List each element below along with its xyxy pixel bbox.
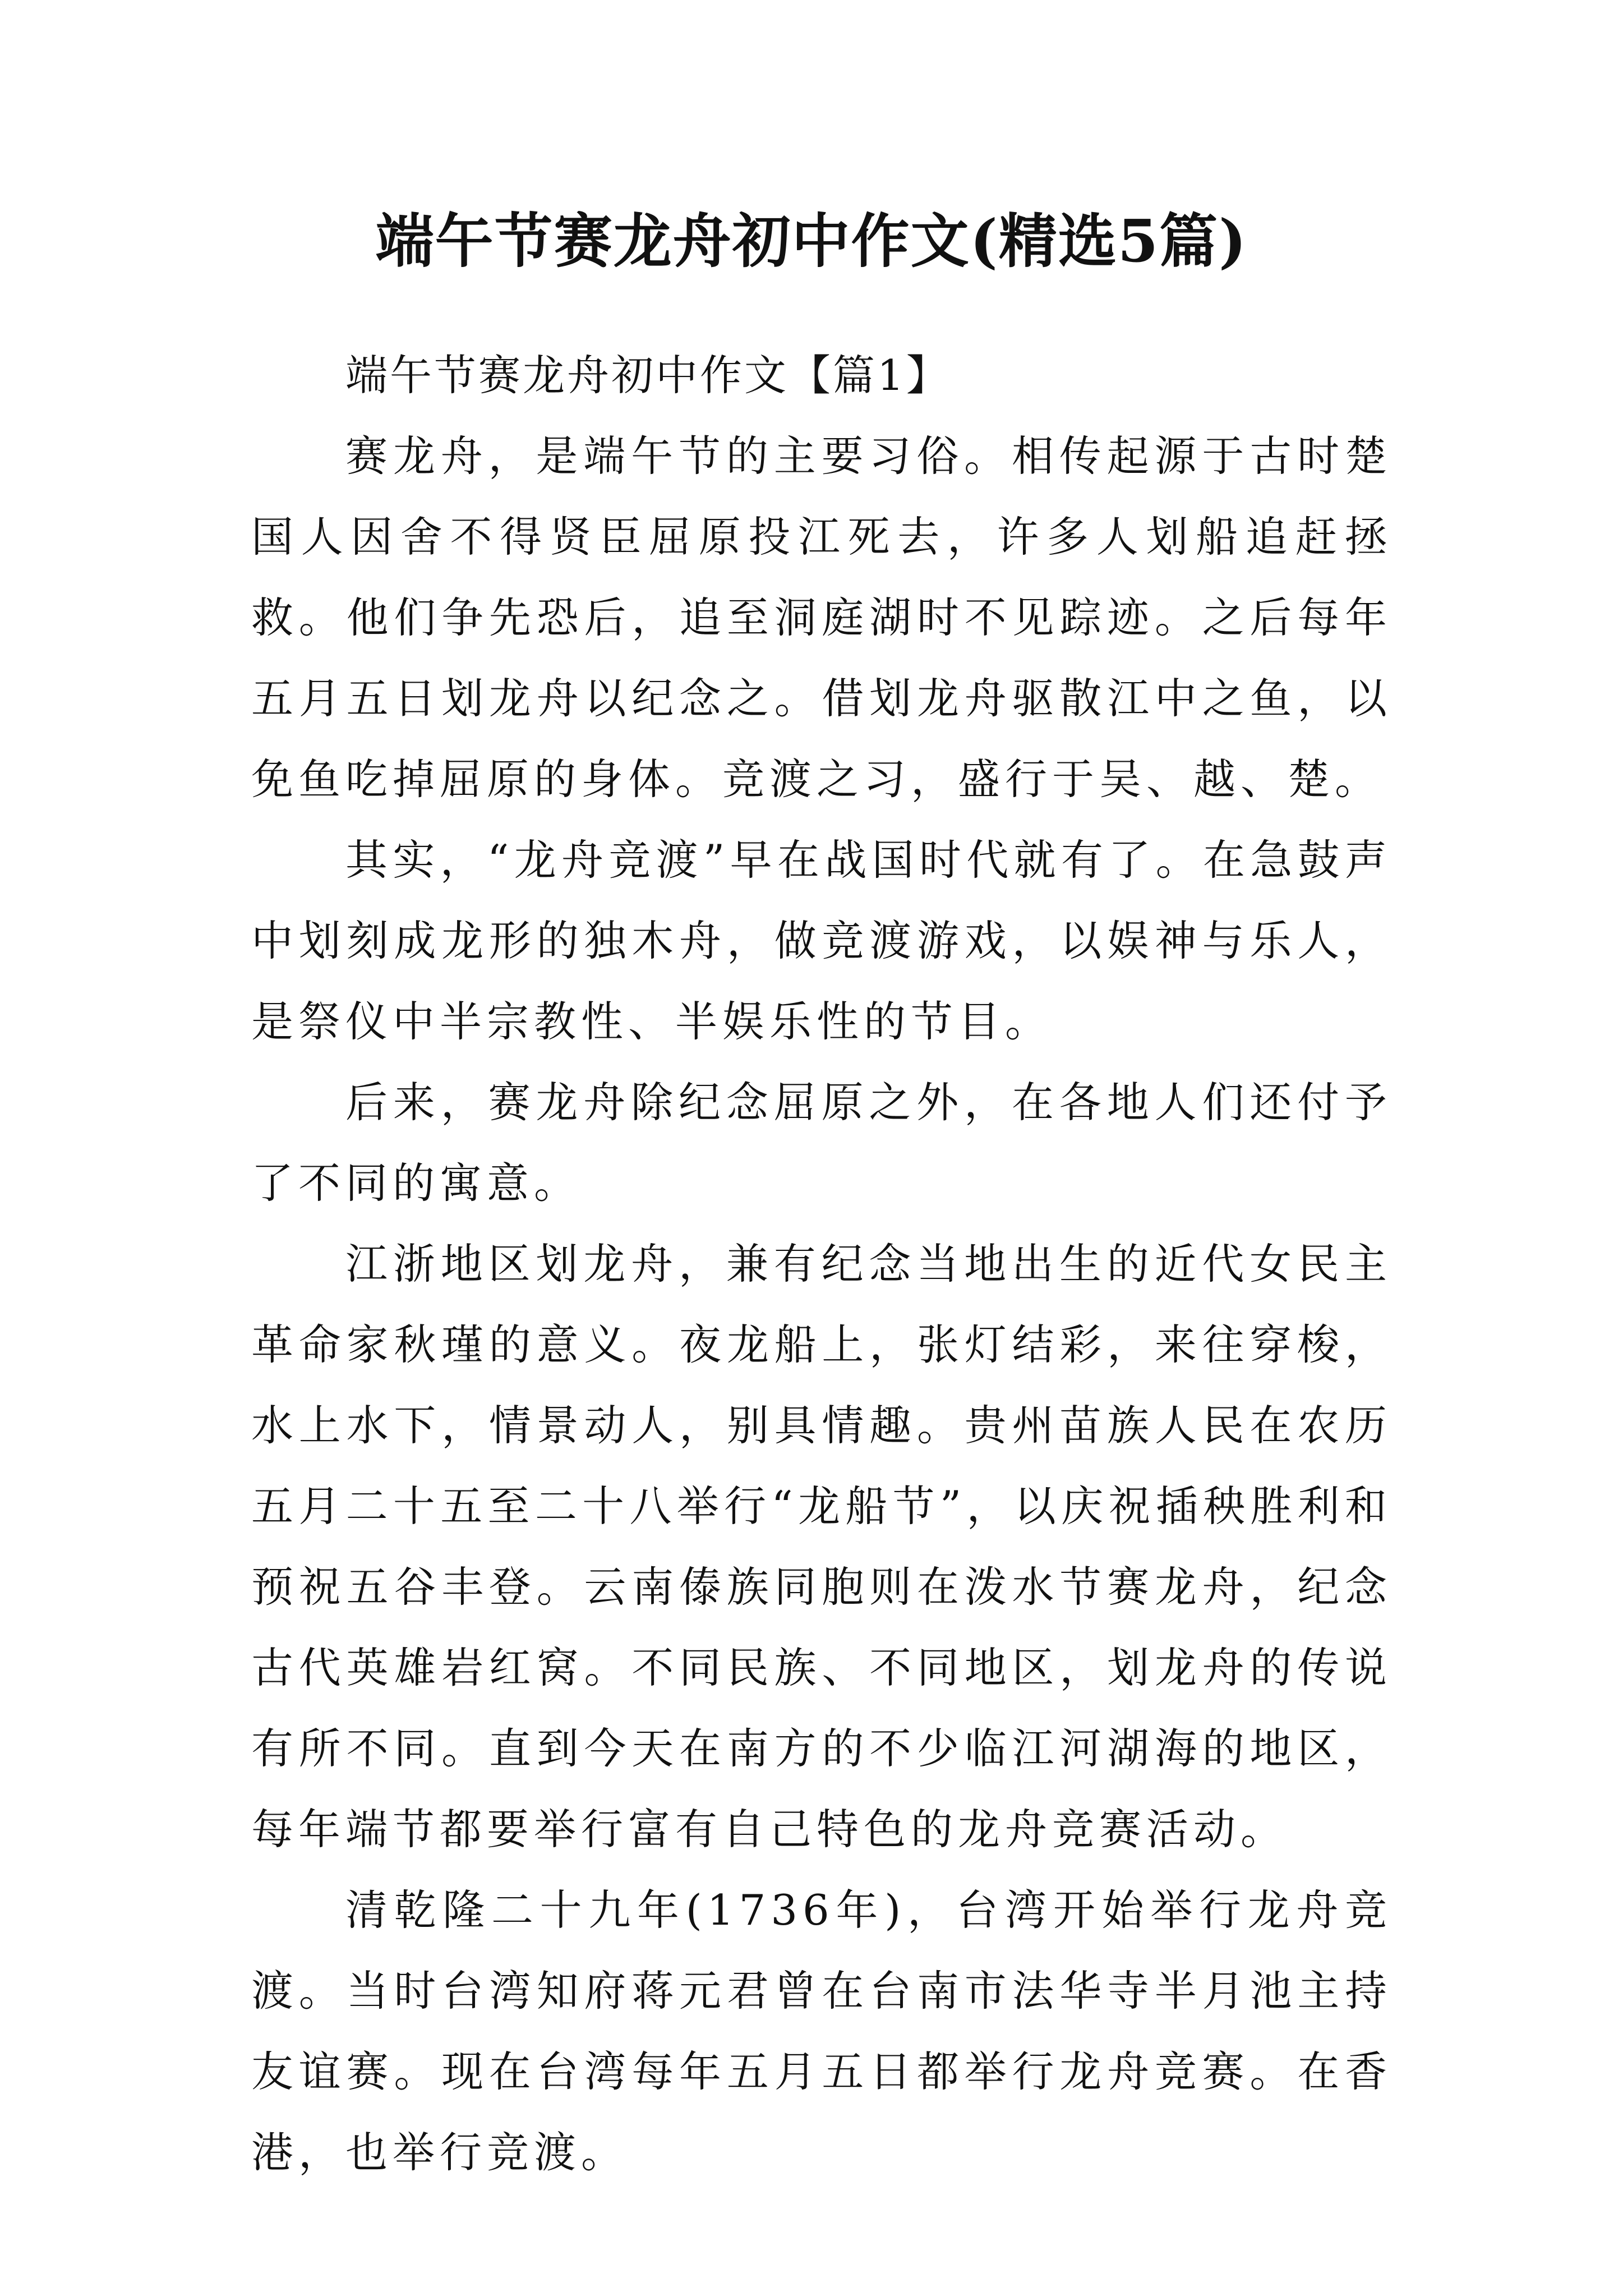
document-body <box>251 335 1392 2193</box>
document-title: 端午节赛龙舟初中作文(精选5篇) <box>375 206 1248 275</box>
paragraph-5: 清乾隆二十九年(1736年)，台湾开始举行龙舟竞渡。当时台湾知府蒋元君曾在台南市法华寺半月池主持友谊赛。现在台湾每年五月五日都举行龙舟竞赛。在香港，也举行竞渡。 <box>251 1885 1392 2177</box>
paragraph-2: 其实，“龙舟竞渡”早在战国时代就有了。在急鼓声中划刻成龙形的独木舟，做竞渡游戏，以娱神与乐人，是祭仪中半宗教性、半娱乐性的节目。 <box>251 835 1392 1046</box>
paragraph-3: 后来，赛龙舟除纪念屈原之外，在各地人们还付予了不同的寓意。 <box>251 1078 1392 1208</box>
paragraph-1: 赛龙舟，是端午节的主要习俗。相传起源于古时楚国人因舍不得贤臣屈原投江死去，许多人划船追赶拯救。他们争先恐后，追至洞庭湖时不见踪迹。之后每年五月五日划龙舟以纪念之。借划龙舟驱散江中之鱼，以免鱼吃掉屈原的身体。竞渡之习，盛行于吴、越、楚。 <box>251 431 1392 804</box>
paragraph-4: 江浙地区划龙舟，兼有纪念当地出生的近代女民主革命家秋瑾的意义。夜龙船上，张灯结彩，来往穿梭，水上水下，情景动人，别具情趣。贵州苗族人民在农历五月二十五至二十八举行“龙船节”，以庆祝插秧胜利和预祝五谷丰登。云南傣族同胞则在泼水节赛龙舟，纪念古代英雄岩红窝。不同民族、不同地区，划龙舟的传说有所不同。直到今天在南方的不少临江河湖海的地区，每年端节都要举行富有自己特色的龙舟竞赛活动。 <box>251 1239 1392 1854</box>
section-heading: 端午节赛龙舟初中作文【篇1】 <box>345 351 951 400</box>
